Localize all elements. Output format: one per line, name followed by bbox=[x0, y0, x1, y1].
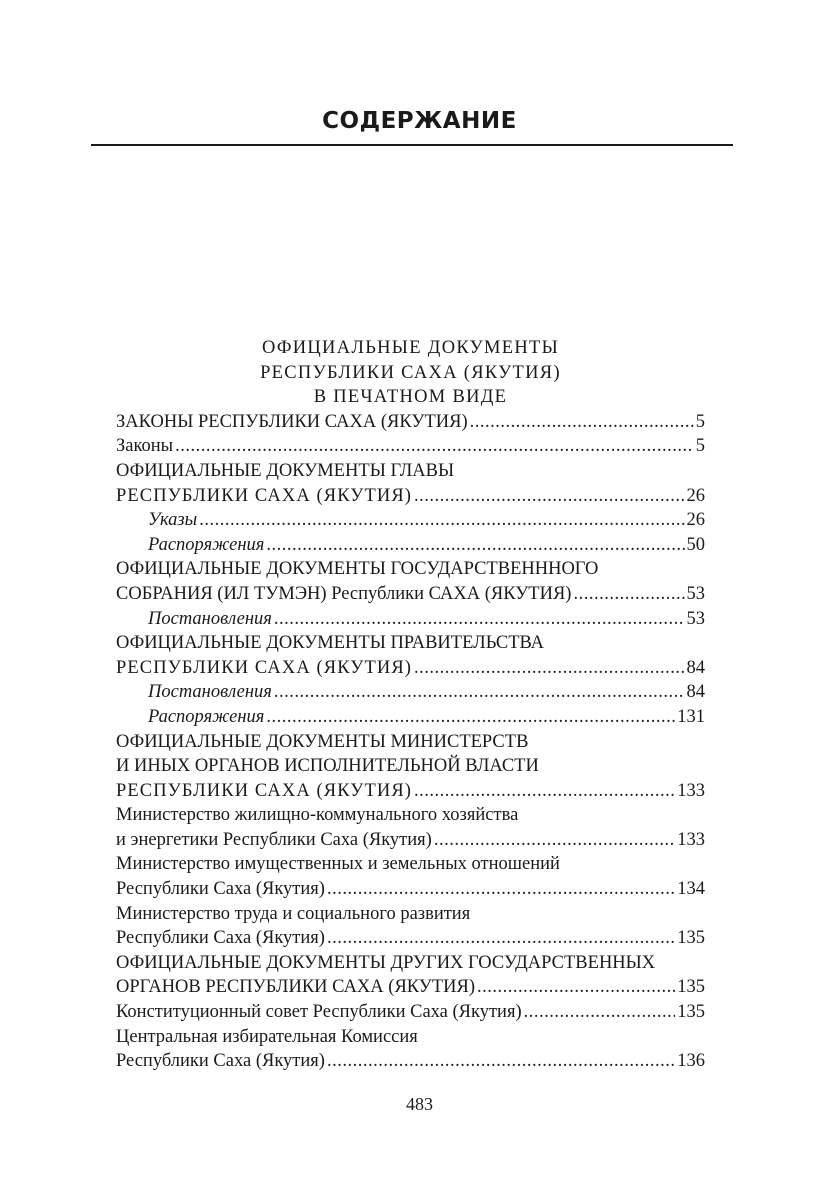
toc-entry-page: 84 bbox=[686, 657, 705, 678]
toc-entry-text: И ИНЫХ ОРГАНОВ ИСПОЛНИТЕЛЬНОЙ ВЛАСТИ bbox=[116, 756, 539, 777]
toc-entry-text: СОБРАНИЯ (ИЛ ТУМЭН) Республики САХА (ЯКУТИЯ) bbox=[116, 583, 572, 604]
section-title-line: ОФИЦИАЛЬНЫЕ ДОКУМЕНТЫ bbox=[261, 338, 560, 358]
toc-entry-page: 84 bbox=[686, 682, 705, 703]
toc-entry-line bbox=[116, 459, 705, 484]
toc-entry[interactable] bbox=[116, 680, 705, 705]
toc-entry-page: 53 bbox=[686, 608, 705, 629]
toc-entry[interactable] bbox=[116, 1000, 705, 1025]
toc-entry-line bbox=[116, 631, 705, 656]
toc-leader-dots bbox=[327, 877, 675, 902]
toc-entry[interactable] bbox=[116, 975, 705, 1000]
toc-leader-dots bbox=[414, 656, 684, 681]
toc-entry[interactable] bbox=[116, 779, 705, 804]
toc-entry-page: 50 bbox=[686, 534, 705, 555]
toc-entry-page: 26 bbox=[686, 485, 705, 506]
toc-entry-text: Постановления bbox=[148, 682, 272, 703]
toc-entry[interactable] bbox=[116, 434, 705, 459]
toc-entry-text: Республики Саха (Якутия) bbox=[116, 1051, 325, 1072]
toc-entry[interactable] bbox=[116, 607, 705, 632]
toc-entry-page: 131 bbox=[677, 706, 705, 727]
toc-entry-text: ОФИЦИАЛЬНЫЕ ДОКУМЕНТЫ МИНИСТЕРСТВ bbox=[116, 731, 529, 752]
toc-entry-page: 134 bbox=[677, 879, 705, 900]
toc-entry-text: Постановления bbox=[148, 608, 272, 629]
toc-entry[interactable] bbox=[116, 582, 705, 607]
toc-entry-text: Распоряжения bbox=[148, 706, 265, 727]
toc-entry-text: Республики Саха (Якутия) bbox=[116, 879, 325, 900]
toc-entry[interactable] bbox=[116, 484, 705, 509]
toc-leader-dots bbox=[266, 705, 675, 730]
toc-entry-line bbox=[116, 730, 705, 755]
toc-entry[interactable] bbox=[116, 877, 705, 902]
section-title-line: В ПЕЧАТНОМ ВИДЕ bbox=[313, 387, 508, 408]
toc-entry-page: 133 bbox=[677, 780, 705, 801]
toc-entry-text: Министерство труда и социального развития bbox=[116, 903, 471, 924]
toc-entry-text: и энергетики Республики Саха (Якутия) bbox=[116, 829, 432, 850]
toc-entry-line bbox=[116, 557, 705, 582]
toc-entry-text: Республики Саха (Якутия) bbox=[116, 928, 325, 949]
toc-entry-page: 135 bbox=[677, 977, 705, 998]
toc-entry[interactable] bbox=[116, 1049, 705, 1074]
toc-entry-text: Министерство имущественных и земельных отношений bbox=[116, 854, 560, 875]
toc-entry-line bbox=[116, 951, 705, 976]
toc-entry-text: РЕСПУБЛИКИ САХА (ЯКУТИЯ) bbox=[116, 657, 413, 678]
toc-entry-text: ОФИЦИАЛЬНЫЕ ДОКУМЕНТЫ ГЛАВЫ bbox=[116, 460, 455, 481]
toc-entry-text: Центральная избирательная Комиссия bbox=[116, 1026, 418, 1047]
section-title-line: РЕСПУБЛИКИ САХА (ЯКУТИЯ) bbox=[260, 362, 561, 383]
toc-entry-page: 133 bbox=[677, 829, 705, 850]
toc-leader-dots bbox=[573, 582, 684, 607]
toc-entry-text: РЕСПУБЛИКИ САХА (ЯКУТИЯ) bbox=[116, 780, 413, 801]
toc bbox=[116, 336, 705, 1074]
toc-entry-text: ЗАКОНЫ РЕСПУБЛИКИ САХА (ЯКУТИЯ) bbox=[116, 411, 468, 432]
toc-leader-dots bbox=[524, 1000, 676, 1025]
toc-entry-page: 135 bbox=[677, 1002, 705, 1023]
toc-entry-page: 136 bbox=[677, 1051, 705, 1072]
toc-entry-text: Распоряжения bbox=[148, 534, 265, 555]
toc-entry-text: Конституционный совет Республики Саха (Якутия) bbox=[116, 1002, 522, 1023]
toc-entry-line bbox=[116, 754, 705, 779]
toc-entry[interactable] bbox=[116, 533, 705, 558]
toc-entry-page: 53 bbox=[686, 583, 705, 604]
toc-leader-dots bbox=[414, 779, 675, 804]
toc-entry[interactable] bbox=[116, 705, 705, 730]
heading-rule bbox=[91, 144, 733, 146]
toc-entry-page: 135 bbox=[677, 928, 705, 949]
toc-entry[interactable] bbox=[116, 828, 705, 853]
toc-entry-text: Законы bbox=[116, 436, 174, 457]
toc-leader-dots bbox=[266, 533, 684, 558]
toc-leader-dots bbox=[199, 508, 684, 533]
toc-entry[interactable] bbox=[116, 926, 705, 951]
toc-entry-text: ОФИЦИАЛЬНЫЕ ДОКУМЕНТЫ ПРАВИТЕЛЬСТВА bbox=[116, 633, 545, 654]
toc-leader-dots bbox=[434, 828, 675, 853]
page-heading: СОДЕРЖАНИЕ bbox=[322, 108, 517, 134]
page-number: 483 bbox=[406, 1094, 433, 1114]
toc-leader-dots bbox=[477, 975, 675, 1000]
toc-entry-page: 5 bbox=[695, 436, 705, 457]
toc-entry-text: ОФИЦИАЛЬНЫЕ ДОКУМЕНТЫ ГОСУДАРСТВЕНННОГО bbox=[116, 559, 599, 580]
toc-leader-dots bbox=[470, 410, 694, 435]
toc-entry-text: ОРГАНОВ РЕСПУБЛИКИ САХА (ЯКУТИЯ) bbox=[116, 977, 476, 998]
toc-entry-text: РЕСПУБЛИКИ САХА (ЯКУТИЯ) bbox=[116, 485, 413, 506]
toc-leader-dots bbox=[175, 434, 694, 459]
toc-entry-text: Указы bbox=[148, 510, 198, 531]
toc-entry-line bbox=[116, 1025, 705, 1050]
toc-leader-dots bbox=[327, 1049, 675, 1074]
toc-leader-dots bbox=[327, 926, 675, 951]
toc-entry[interactable] bbox=[116, 508, 705, 533]
toc-entry-text: Министерство жилищно-коммунального хозяйства bbox=[116, 805, 519, 826]
toc-entry-line bbox=[116, 902, 705, 927]
toc-entry-text: ОФИЦИАЛЬНЫЕ ДОКУМЕНТЫ ДРУГИХ ГОСУДАРСТВЕННЫХ bbox=[116, 952, 656, 973]
toc-entry-line bbox=[116, 852, 705, 877]
toc-entry-page: 26 bbox=[686, 510, 705, 531]
toc-entry-page: 5 bbox=[695, 411, 705, 432]
toc-entry[interactable] bbox=[116, 656, 705, 681]
toc-leader-dots bbox=[274, 680, 685, 705]
toc-leader-dots bbox=[414, 484, 684, 509]
toc-entry[interactable] bbox=[116, 410, 705, 435]
toc-leader-dots bbox=[274, 607, 685, 632]
toc-entry-line bbox=[116, 803, 705, 828]
